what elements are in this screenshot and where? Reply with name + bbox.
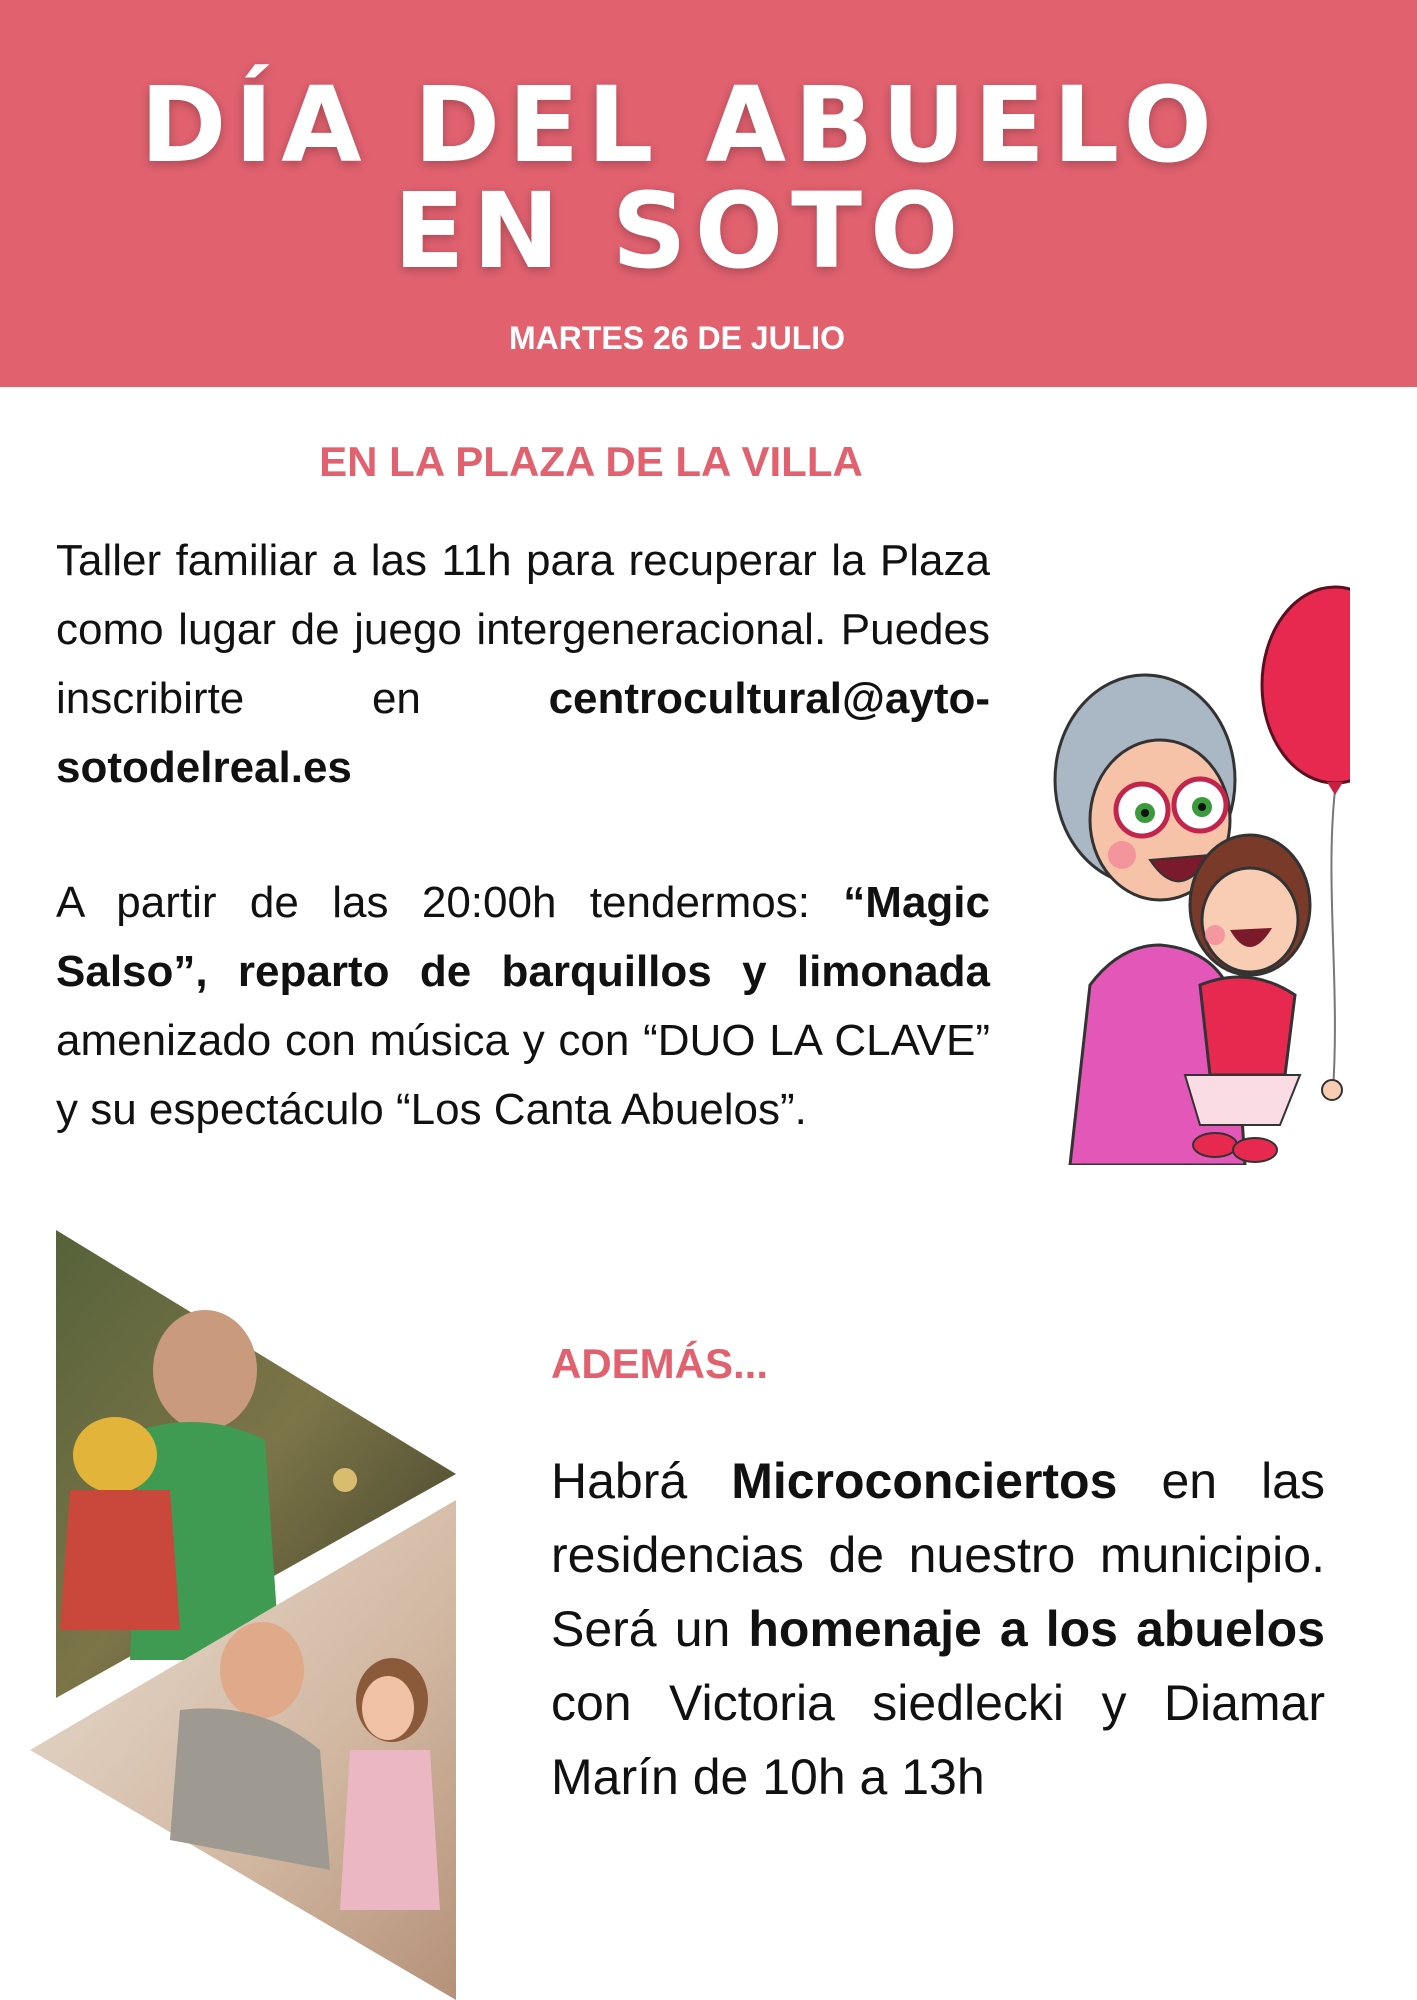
mc-bold-microconciertos: Microconciertos [731,1453,1118,1509]
title-line-1: DÍA DEL ABUELO [140,64,1220,186]
email-link[interactable]: centrocultural@ayto-sotodelreal.es [56,674,990,792]
evening-rest: amenizado con música y con “DUO LA CLAVE” y su espectáculo “Los Canta Abuelos”. [56,1016,990,1134]
mc-text-e: con Victoria siedlecki y Diamar Marín de 10h a 13h [551,1675,1325,1805]
balloon-icon [1262,587,1350,783]
evening-intro: A partir de las 20:00h tendermos: [56,878,844,927]
section-heading-ademas: ADEMÁS... [551,1340,769,1387]
photo-collage [20,1230,470,2000]
header-banner [0,0,1417,387]
microconcerts-paragraph [551,1444,1325,1814]
event-date: MARTES 26 DE JULIO [508,320,846,356]
girl-face [1202,868,1298,972]
mc-bold-homenaje: homenaje a los abuelos [748,1601,1326,1657]
balloon-string [1331,790,1335,1090]
title-line-2: EN SOTO [393,170,967,292]
page-title [0,64,1360,292]
girl-body [1200,977,1295,1075]
mc-text-c: en las residencias de nuestro municipio. Será un [551,1453,1325,1657]
evening-paragraph [56,868,990,1144]
workshop-paragraph [56,526,990,802]
evening-highlight: “Magic Salso”, reparto de barquillos y limonada [56,878,990,996]
workshop-text: Taller familiar a las 11h para recuperar la Plaza como lugar de juego intergeneracional. Puedes inscribirte en [56,536,990,723]
section-heading-plaza: EN LA PLAZA DE LA VILLA [319,438,863,485]
mc-text-a: Habrá [551,1453,732,1509]
grandmother-girl-balloon-illustration [1050,585,1350,1165]
